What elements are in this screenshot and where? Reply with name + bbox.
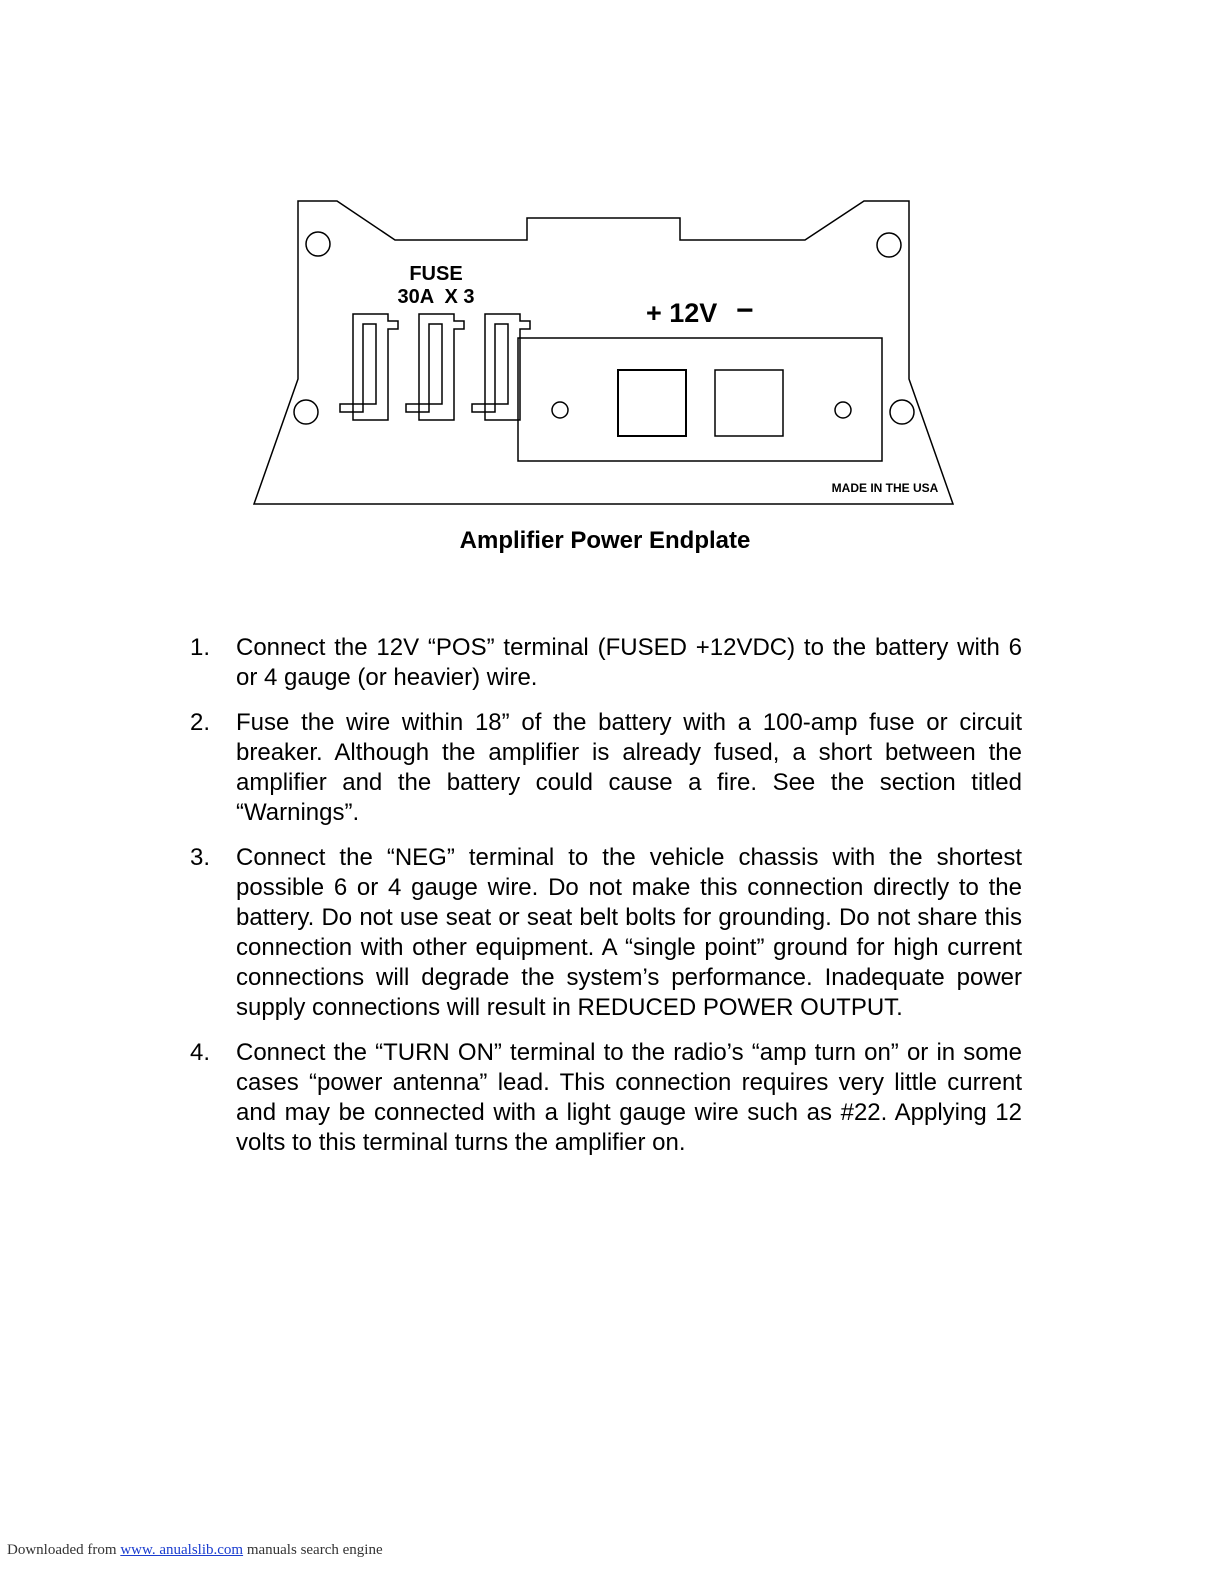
negative-terminal	[715, 370, 783, 436]
step-text: Connect the 12V “POS” terminal (FUSED +12VDC) to the battery with 6 or 4 gauge (or heavier) wire.	[236, 634, 1022, 691]
fuse-label: FUSE	[409, 263, 463, 285]
step-text: Connect the “NEG” terminal to the vehicle chassis with the shortest possible 6 or 4 gauge wire. Do not make this connection directly to the battery. Do not use seat or seat belt bolts for grounding. Do not share this connection with other equipment. A “single point” ground for high current connections will degrade the system’s performance. Inadequate power supply connections will result in REDUCED POWER OUTPUT.	[236, 844, 1022, 1021]
fuse-2	[406, 314, 464, 420]
mounting-hole-top-right	[877, 233, 901, 257]
fuse-3	[472, 314, 530, 420]
step-text: Connect the “TURN ON” terminal to the radio’s “amp turn on” or in some cases “power antenna” lead. This connection requires very little current and may be connected with a light gauge wire such as #22. Applying 12 volts to this terminal turns the amplifier on.	[236, 1039, 1022, 1156]
download-footer	[7, 1542, 383, 1559]
power-terminal-panel	[518, 338, 882, 461]
figure-caption: Amplifier Power Endplate	[459, 527, 751, 554]
list-item	[190, 708, 1022, 828]
endplate-outline	[254, 201, 953, 504]
fuse-rating-label: 30A X 3	[397, 286, 475, 308]
footer-suffix: manuals search engine	[243, 1542, 383, 1558]
panel-screw-right	[835, 402, 851, 418]
step-number: 2.	[190, 709, 211, 736]
list-item	[190, 1038, 1022, 1158]
positive-terminal	[618, 370, 686, 436]
mounting-hole-top-left	[306, 232, 330, 256]
negative-symbol: −	[736, 294, 754, 327]
panel-screw-left	[552, 402, 568, 418]
list-item	[190, 843, 1022, 1023]
power-label: + 12V	[646, 298, 718, 328]
footer-link[interactable]: www. anualslib.com	[120, 1542, 244, 1558]
made-in-label: MADE IN THE USA	[831, 481, 939, 495]
amplifier-endplate-diagram	[0, 0, 1224, 520]
step-number: 3.	[190, 844, 211, 871]
list-item	[190, 633, 1022, 693]
step-number: 4.	[190, 1039, 211, 1066]
mounting-hole-bottom-right	[890, 400, 914, 424]
fuse-1	[340, 314, 398, 420]
instruction-list	[190, 633, 1022, 1173]
mounting-hole-bottom-left	[294, 400, 318, 424]
step-number: 1.	[190, 634, 211, 661]
footer-prefix: Downloaded from	[7, 1542, 121, 1558]
step-text: Fuse the wire within 18” of the battery with a 100-amp fuse or circuit breaker. Although the amplifier is already fused, a short between the amplifier and the battery could cause a fire. See the section titled “Warnings”.	[236, 709, 1022, 826]
